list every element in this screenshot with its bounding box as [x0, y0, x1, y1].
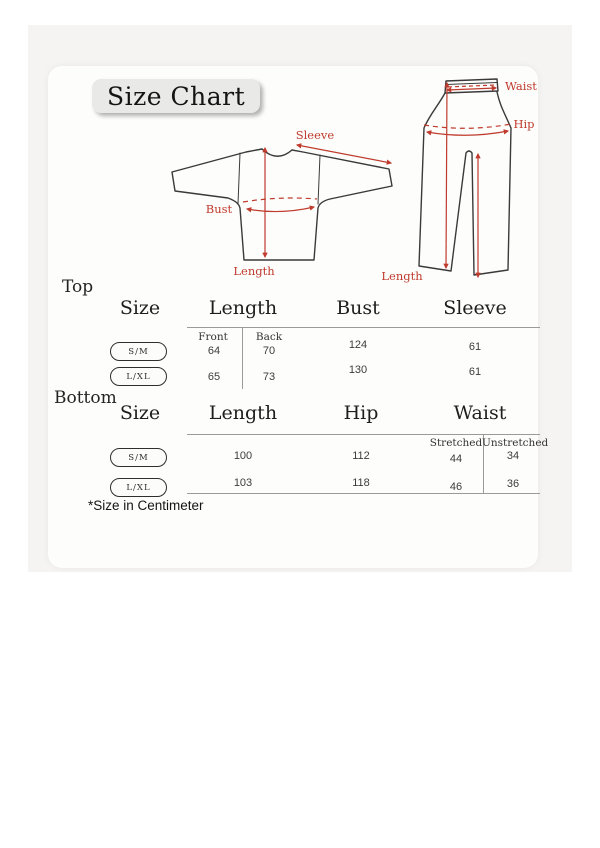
top-size-lxl-label: L/XL — [126, 371, 151, 382]
top-sm-sleeve: 61 — [468, 341, 482, 353]
top-sm-bust: 124 — [348, 339, 368, 351]
top-size-pill-lxl — [110, 367, 167, 386]
top-sub-back: Back — [255, 331, 283, 343]
top-lxl-length-back: 73 — [262, 371, 276, 383]
top-size-sm-label: S/M — [128, 346, 149, 357]
bottom-lxl-length: 103 — [233, 477, 253, 489]
top-sm-length-back: 70 — [262, 345, 276, 357]
bottom-length-label: Length — [381, 269, 423, 283]
bottom-lxl-waist-unstretched: 36 — [506, 478, 520, 490]
top-lxl-bust: 130 — [348, 364, 368, 376]
top-lxl-sleeve: 61 — [468, 366, 482, 378]
bottom-sub-stretched: Stretched — [429, 437, 483, 449]
bottom-size-lxl-label: L/XL — [126, 482, 151, 493]
bottom-col-hip: Hip — [343, 402, 379, 424]
bust-label: Bust — [205, 202, 233, 216]
top-col-size: Size — [119, 297, 161, 319]
top-lxl-length-front: 65 — [207, 371, 221, 383]
title-badge — [92, 79, 260, 113]
bottom-col-length: Length — [208, 402, 278, 424]
top-sm-length-front: 64 — [207, 345, 221, 357]
top-table-header-rule — [187, 327, 540, 328]
bottom-size-sm-label: S/M — [128, 452, 149, 463]
page-title: Size Chart — [107, 81, 246, 111]
bottom-table-bottom-rule — [187, 493, 540, 494]
top-col-length: Length — [208, 297, 278, 319]
top-col-bust: Bust — [336, 297, 380, 319]
bottom-size-pill-lxl — [110, 478, 167, 497]
bottom-lxl-waist-stretched: 46 — [449, 481, 463, 493]
bottom-size-pill-sm — [110, 448, 167, 467]
top-table-front-back-divider — [242, 328, 243, 389]
bottom-sm-waist-unstretched: 34 — [506, 450, 520, 462]
bottom-section-label: Bottom — [54, 388, 117, 408]
bottom-table-header-rule — [187, 434, 540, 435]
centimeter-footnote: *Size in Centimeter — [88, 498, 204, 513]
sleeve-label: Sleeve — [295, 128, 335, 142]
top-sub-front: Front — [198, 331, 228, 343]
bottom-col-waist: Waist — [453, 402, 507, 424]
top-section-label: Top — [62, 277, 94, 297]
bottom-col-size: Size — [119, 402, 161, 424]
top-col-sleeve: Sleeve — [443, 297, 507, 319]
bottom-sm-waist-stretched: 44 — [449, 453, 463, 465]
bottom-lxl-hip: 118 — [352, 477, 370, 489]
waist-label: Waist — [505, 79, 537, 93]
bottom-sm-length: 100 — [233, 450, 253, 462]
bottom-sm-hip: 112 — [352, 450, 370, 462]
top-size-pill-sm — [110, 342, 167, 361]
hip-label: Hip — [513, 117, 535, 131]
bottom-sub-unstretched: Unstretched — [482, 437, 549, 449]
top-length-label: Length — [233, 264, 275, 278]
